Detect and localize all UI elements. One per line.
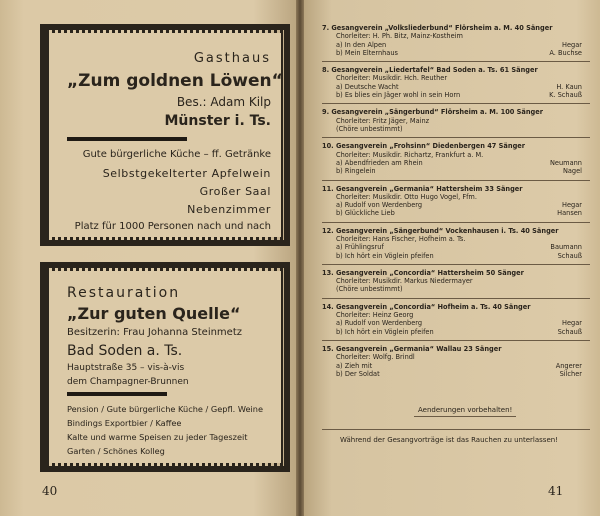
program-song-title: a) Deutsche Wacht xyxy=(336,82,399,91)
ad2-line-5: dem Champagner-Brunnen xyxy=(67,377,189,387)
program-song-title: (Chöre unbestimmt) xyxy=(336,285,403,294)
page-number-left: 40 xyxy=(42,484,58,498)
ad2-line-8: Kalte und warme Speisen zu jeder Tageszeit xyxy=(67,432,248,442)
program-entry-conductor: Chorleiter: H. Ph. Bitz, Mainz-Kostheim xyxy=(336,32,463,41)
program-entry-8 xyxy=(322,66,590,99)
program-song-composer: A. Buchse xyxy=(549,48,582,57)
program-song-title: b) Ich hört ein Vöglein pfeifen xyxy=(336,251,434,260)
program-song xyxy=(322,201,590,209)
program-song-title: (Chöre unbestimmt) xyxy=(336,124,403,133)
program-separator xyxy=(322,298,590,299)
program-song-title: b) Der Soldat xyxy=(336,369,380,378)
program-song-composer: Angerer xyxy=(555,361,582,370)
program-song-composer: Silcher xyxy=(559,369,582,378)
program-song xyxy=(322,243,590,251)
program-entry-heading: 7. Gesangverein „Volksliederbund“ Flörsheim a. M. 40 Sänger xyxy=(322,24,553,32)
ad2-line-7: Bindings Exportbier / Kaffee xyxy=(67,418,182,428)
program-song xyxy=(322,125,590,133)
program-song xyxy=(322,362,590,370)
program-entry-heading: 9. Gesangverein „Sängerbund“ Flörsheim a. M. 100 Sänger xyxy=(322,108,544,117)
program-song xyxy=(322,252,590,260)
program-song-title: b) Ich hört ein Vöglein pfeifen xyxy=(336,327,434,336)
program-entry-conductor: Chorleiter: Wolfg. Brindl xyxy=(336,353,415,362)
program-song-composer: Nagel xyxy=(562,167,582,176)
program-song xyxy=(322,83,590,91)
program-entry-heading: 11. Gesangverein „Germania“ Hattersheim 33 Sänger xyxy=(322,184,523,193)
page-number-right: 41 xyxy=(548,484,564,498)
program-song xyxy=(322,285,590,293)
program-separator xyxy=(322,61,590,62)
program-song-composer: H. Kaun xyxy=(556,82,582,91)
program-song-composer: Hegar xyxy=(562,319,582,328)
program-entry-conductor: Chorleiter: Hans Fischer, Hofheim a. Ts. xyxy=(336,234,466,243)
program-song-composer: Hegar xyxy=(562,201,582,210)
ad2-line-4: Hauptstraße 35 – vis-à-vis xyxy=(67,363,185,373)
program-separator xyxy=(322,103,590,104)
program-song-composer: Schauß xyxy=(557,327,582,336)
program-entry-11 xyxy=(322,185,590,218)
program-entry-heading: 8. Gesangverein „Liedertafel“ Bad Soden a. Ts. 61 Sänger xyxy=(322,66,538,75)
program-song-composer: Hegar xyxy=(562,40,582,49)
program-song xyxy=(322,370,590,378)
book-gutter xyxy=(296,0,304,516)
ad1-line-8: Platz für 1000 Personen nach und nach xyxy=(74,221,271,232)
ad2-line-9: Garten / Schönes Kolleg xyxy=(67,446,165,456)
ad1-line-0: Gasthaus xyxy=(193,51,271,66)
ad1-line-1: „Zum goldnen Löwen“ xyxy=(67,71,283,91)
program-song-composer: Hansen xyxy=(557,209,582,218)
program-song-title: b) Es blies ein Jäger wohl in sein Horn xyxy=(336,91,461,100)
program-entry-conductor: Chorleiter: Musikdir. Richartz, Frankfurt a. M. xyxy=(336,150,484,159)
program-separator xyxy=(322,180,590,181)
ad1-line-6: Großer Saal xyxy=(199,185,271,198)
smoking-footnote: Während der Gesangvorträge ist das Rauchen zu unterlassen! xyxy=(340,436,558,444)
program-song-title: a) Zieh mit xyxy=(336,361,373,370)
program-entry-14 xyxy=(322,303,590,336)
program-song-title: a) In den Alpen xyxy=(336,40,387,49)
ad1-line-4: Gute bürgerliche Küche – ff. Getränke xyxy=(82,149,271,160)
program-song xyxy=(322,159,590,167)
program-entry-heading: 13. Gesangverein „Concordia“ Hattersheim 50 Sänger xyxy=(322,268,524,277)
program-song-title: b) Ringelein xyxy=(336,167,376,176)
ad1-rule xyxy=(67,137,187,141)
ad-gasthaus-zum-goldnen-loewen xyxy=(40,24,290,246)
program-entry-10 xyxy=(322,142,590,175)
ad1-line-3: Münster i. Ts. xyxy=(164,113,271,129)
program-song-title: a) Rudolf von Werdenberg xyxy=(336,201,423,210)
ad1-line-2: Bes.: Adam Kilp xyxy=(176,95,271,109)
ad2-rule xyxy=(67,392,167,396)
program-song-title: a) Abendfrieden am Rhein xyxy=(336,158,423,167)
program-entry-heading: 14. Gesangverein „Concordia“ Hofheim a. Ts. 40 Sänger xyxy=(322,302,531,311)
program-song xyxy=(322,91,590,99)
program-song-composer: Schauß xyxy=(557,251,582,260)
program-entry-7 xyxy=(322,24,590,57)
program-song xyxy=(322,328,590,336)
ad1-line-5: Selbstgekelterter Apfelwein xyxy=(102,167,271,180)
ad2-line-0: Restauration xyxy=(67,285,181,301)
program-song-title: a) Rudolf von Werdenberg xyxy=(336,319,423,328)
program-song xyxy=(322,167,590,175)
program-entry-15 xyxy=(322,345,590,378)
program-entry-9 xyxy=(322,108,590,133)
program-entry-12 xyxy=(322,227,590,260)
program-entry-conductor: Chorleiter: Musikdir. Hch. Reuther xyxy=(336,74,448,83)
program-song-composer: Neumann xyxy=(550,158,582,167)
ad1-line-7: Nebenzimmer xyxy=(187,203,271,216)
program-song xyxy=(322,209,590,217)
program-song-title: b) Glückliche Lieb xyxy=(336,209,395,218)
ad2-line-2: Besitzerin: Frau Johanna Steinmetz xyxy=(67,327,242,338)
program-separator xyxy=(322,264,590,265)
ad-restauration-zur-guten-quelle xyxy=(40,262,290,472)
ad-gasthaus-panel xyxy=(49,33,281,237)
program-song-title: b) Mein Elternhaus xyxy=(336,48,398,57)
program-separator xyxy=(322,340,590,341)
program-entry-heading: 15. Gesangverein „Germania“ Wallau 23 Sänger xyxy=(322,345,502,353)
program-entry-heading: 12. Gesangverein „Sängerbund“ Vockenhausen i. Ts. 40 Sänger xyxy=(322,226,559,235)
ad2-line-3: Bad Soden a. Ts. xyxy=(67,343,183,359)
program-entry-conductor: Chorleiter: Fritz Jäger, Mainz xyxy=(336,116,430,125)
footnote-separator xyxy=(322,429,590,430)
ad2-line-1: „Zur guten Quelle“ xyxy=(67,304,241,323)
program-song xyxy=(322,319,590,327)
program-entry-conductor: Chorleiter: Musikdir. Otto Hugo Vogel, Ffm. xyxy=(336,192,477,201)
program-song-composer: K. Schauß xyxy=(549,91,582,100)
ad2-line-6: Pension / Gute bürgerliche Küche / Gepfl. Weine xyxy=(67,404,263,414)
program-entry-13 xyxy=(322,269,590,294)
ad-restauration-panel xyxy=(49,271,281,463)
program-song xyxy=(322,49,590,57)
program-entry-conductor: Chorleiter: Heinz Georg xyxy=(336,311,414,320)
program-entry-conductor: Chorleiter: Musikdir. Markus Niedermayer xyxy=(336,277,473,286)
program-song-composer: Baumann xyxy=(550,243,582,252)
program-song xyxy=(322,41,590,49)
changes-note: Aenderungen vorbehalten! xyxy=(414,404,516,417)
program-separator xyxy=(322,222,590,223)
program-song-title: a) Frühlingsruf xyxy=(336,243,384,252)
program-separator xyxy=(322,137,590,138)
program-entry-heading: 10. Gesangverein „Frohsinn“ Diedenbergen 47 Sänger xyxy=(322,142,526,151)
